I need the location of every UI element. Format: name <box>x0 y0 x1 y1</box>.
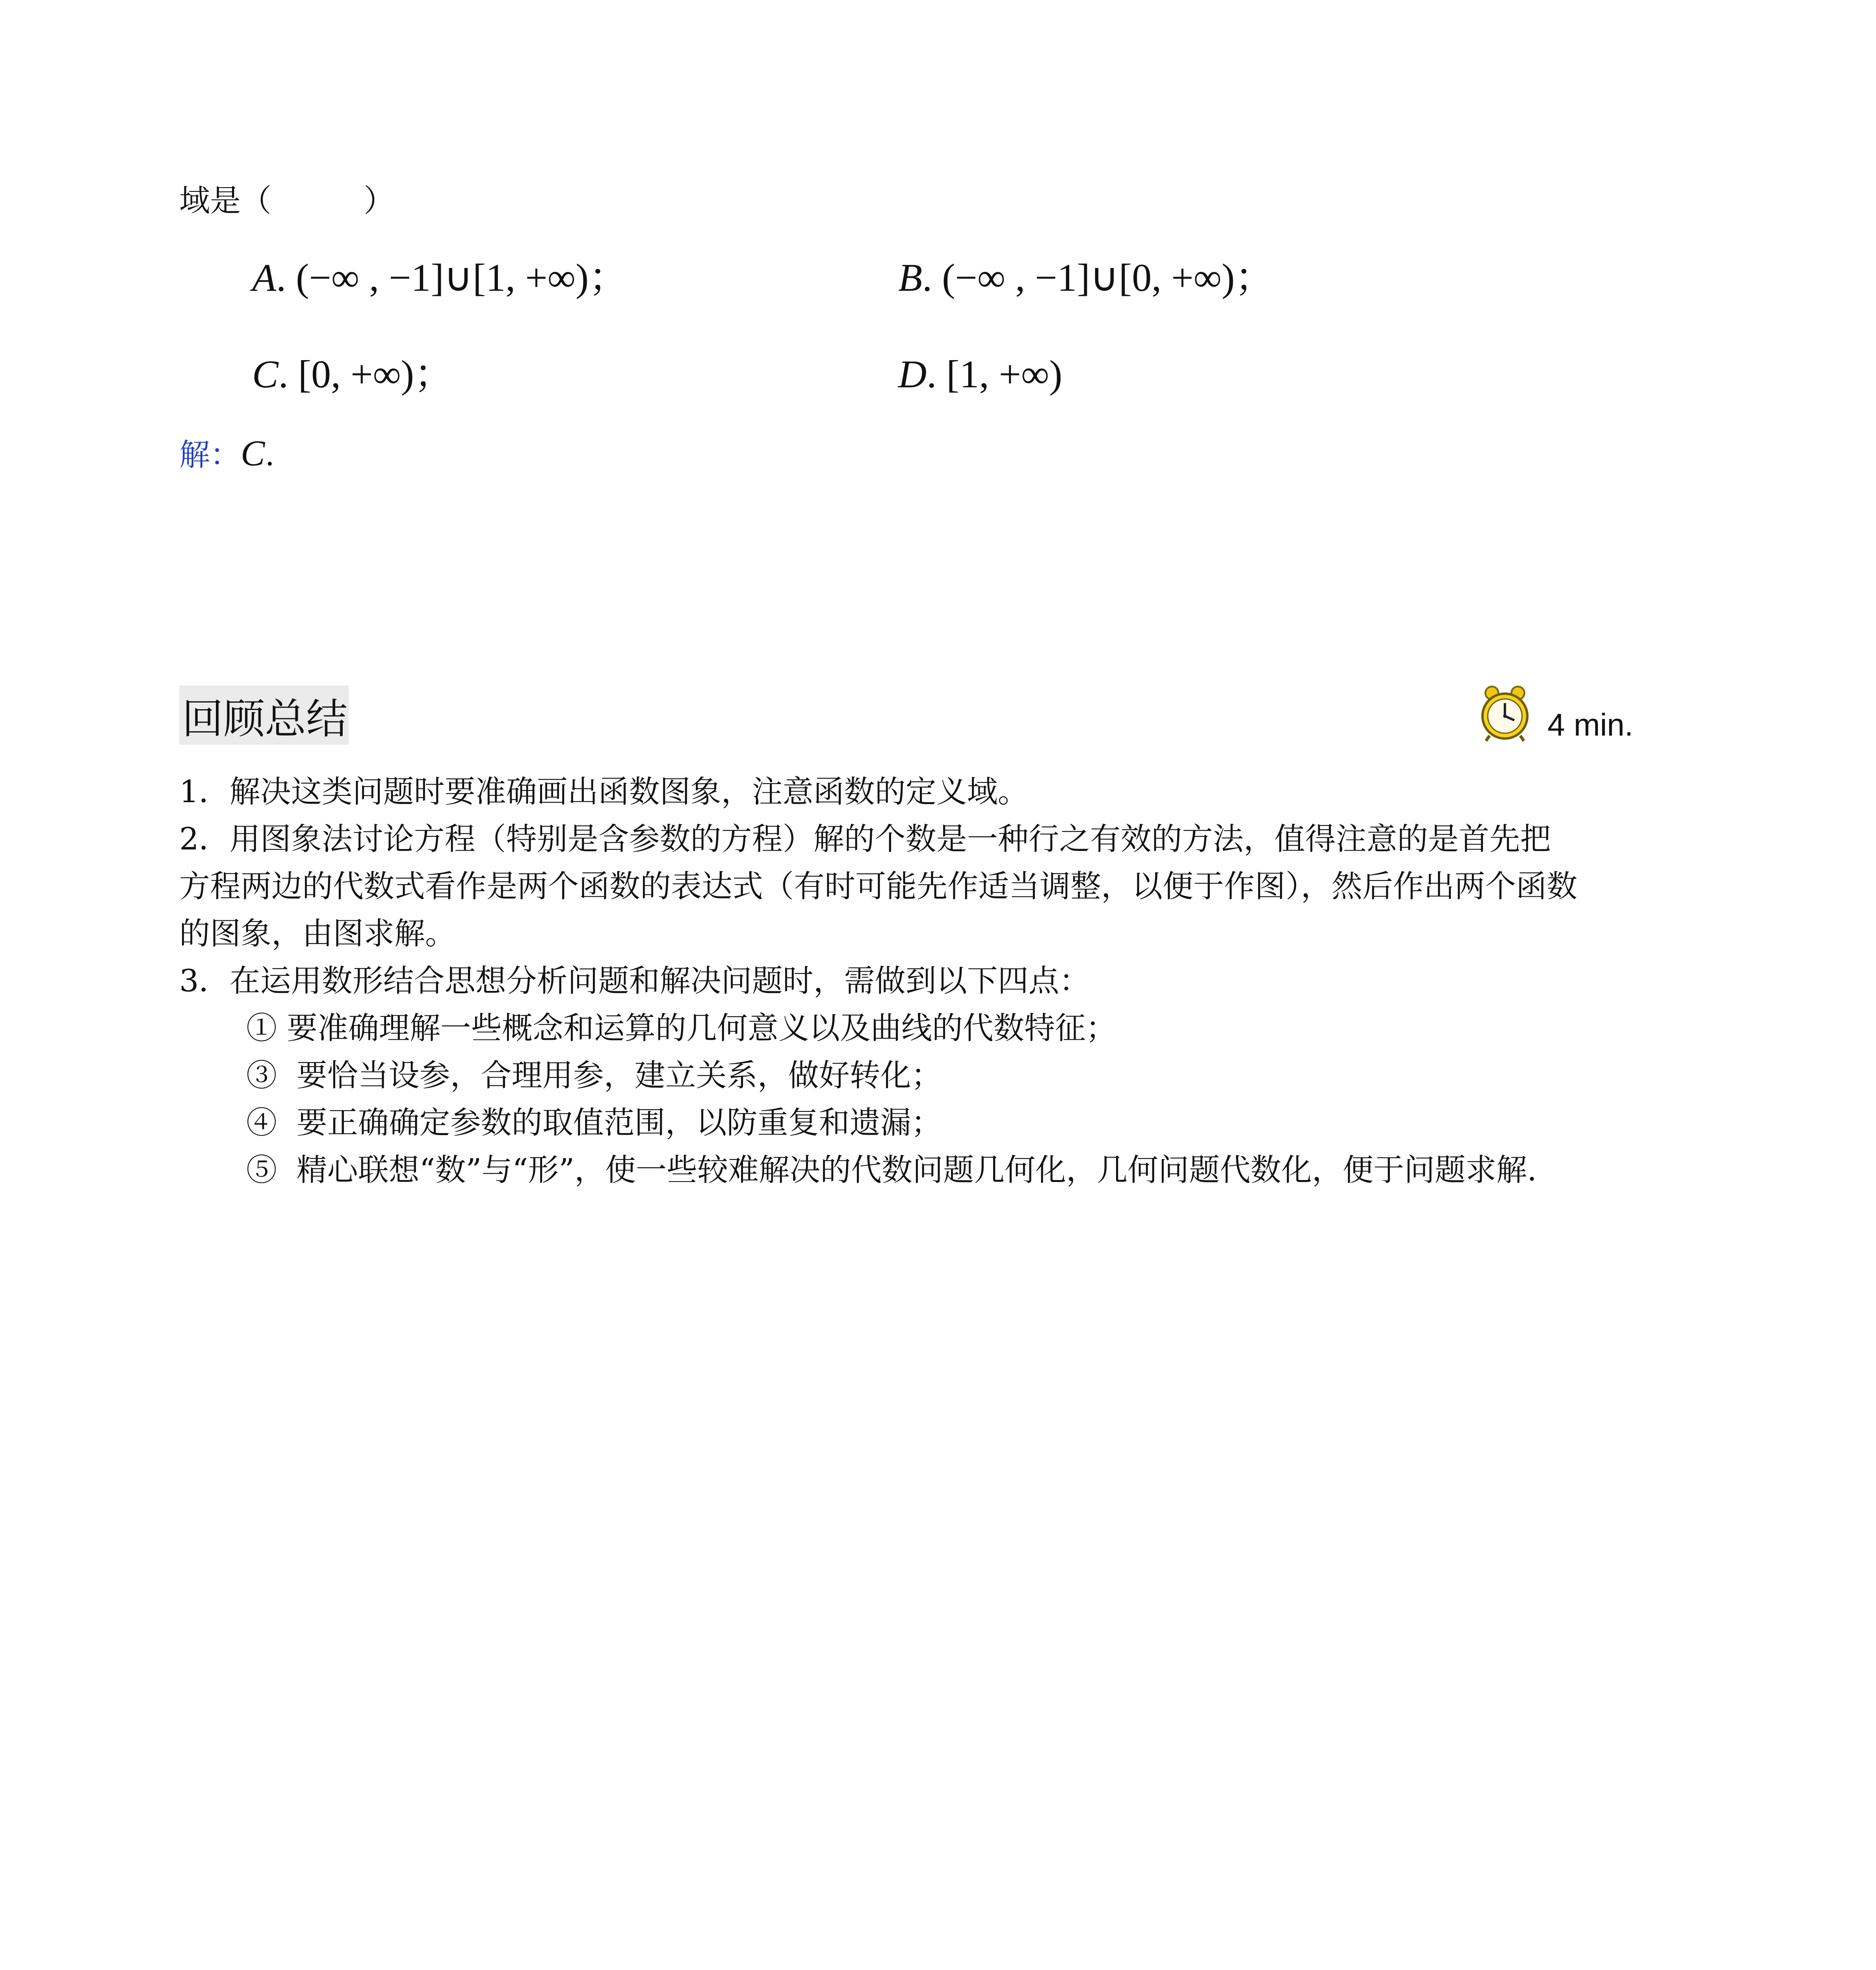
option-a-end: ； <box>589 256 628 299</box>
option-d-letter: D <box>898 352 927 396</box>
review-point-3: 3．在运用数形结合思想分析问题和解决问题时，需做到以下四点： <box>179 963 1090 999</box>
review-subpoint <box>246 1054 942 1097</box>
option-b-end: ； <box>1235 256 1274 299</box>
alarm-clock-icon <box>1475 684 1534 743</box>
option-c <box>252 349 453 400</box>
answer-end: . <box>265 437 275 473</box>
review-subpoint <box>246 1007 1116 1050</box>
option-c-end: ； <box>414 352 453 396</box>
option-b-letter: B <box>898 256 923 299</box>
option-b <box>898 252 1274 303</box>
question-tail: 域是（ ） <box>179 183 395 219</box>
review-point-2: 2．用图象法讨论方程（特别是含参数的方程）解的个数是一种行之有效的方法，值得注意的是首先把 <box>179 821 1551 857</box>
option-c-sep: . <box>278 352 288 396</box>
subpoint-text: 要恰当设参，合理用参，建立关系，做好转化； <box>296 1058 942 1093</box>
review-point-2-cont-1: 方程两边的代数式看作是两个函数的表达式（有时可能先作适当调整，以便于作图），然后作出两个函数 <box>179 869 1578 904</box>
option-c-letter: C <box>252 352 279 396</box>
subpoint-text: 要正确确定参数的取值范围，以防重复和遗漏； <box>296 1105 942 1141</box>
option-c-expr: [0, +∞) <box>298 352 414 396</box>
subpoint-marker: ① <box>246 1011 277 1046</box>
option-a <box>252 252 628 303</box>
review-subpoint <box>246 1101 942 1145</box>
review-point-1: 1．解决这类问题时要准确画出函数图象，注意函数的定义域。 <box>179 774 1029 810</box>
option-d-sep: . <box>927 352 937 396</box>
subpoint-marker: ④ <box>246 1105 277 1141</box>
option-b-sep: . <box>922 256 932 299</box>
subpoint-marker: ⑤ <box>246 1152 277 1188</box>
subpoint-marker: ③ <box>246 1058 277 1093</box>
subpoint-text: 要准确理解一些概念和运算的几何意义以及曲线的代数特征； <box>286 1011 1116 1046</box>
option-a-sep: . <box>276 256 286 299</box>
answer-label: 解： <box>179 437 241 473</box>
option-b-expr: (−∞ , −1]∪[0, +∞) <box>942 256 1235 299</box>
answer-line <box>179 427 275 479</box>
option-d-expr: [1, +∞) <box>946 352 1062 396</box>
subpoint-text: 精心联想“数”与“形”，使一些较难解决的代数问题几何化，几何问题代数化，便于问题求解. <box>296 1152 1537 1188</box>
timer-label: 4 min. <box>1547 707 1633 742</box>
option-d <box>898 349 1062 400</box>
section-title: 回顾总结 <box>182 695 348 743</box>
answer-value: C <box>241 433 265 473</box>
option-a-expr: (−∞ , −1]∪[1, +∞) <box>296 256 589 299</box>
option-a-letter: A <box>252 256 277 299</box>
review-subpoint <box>246 1149 1537 1192</box>
review-point-2-cont-2: 的图象，由图求解。 <box>179 916 456 952</box>
